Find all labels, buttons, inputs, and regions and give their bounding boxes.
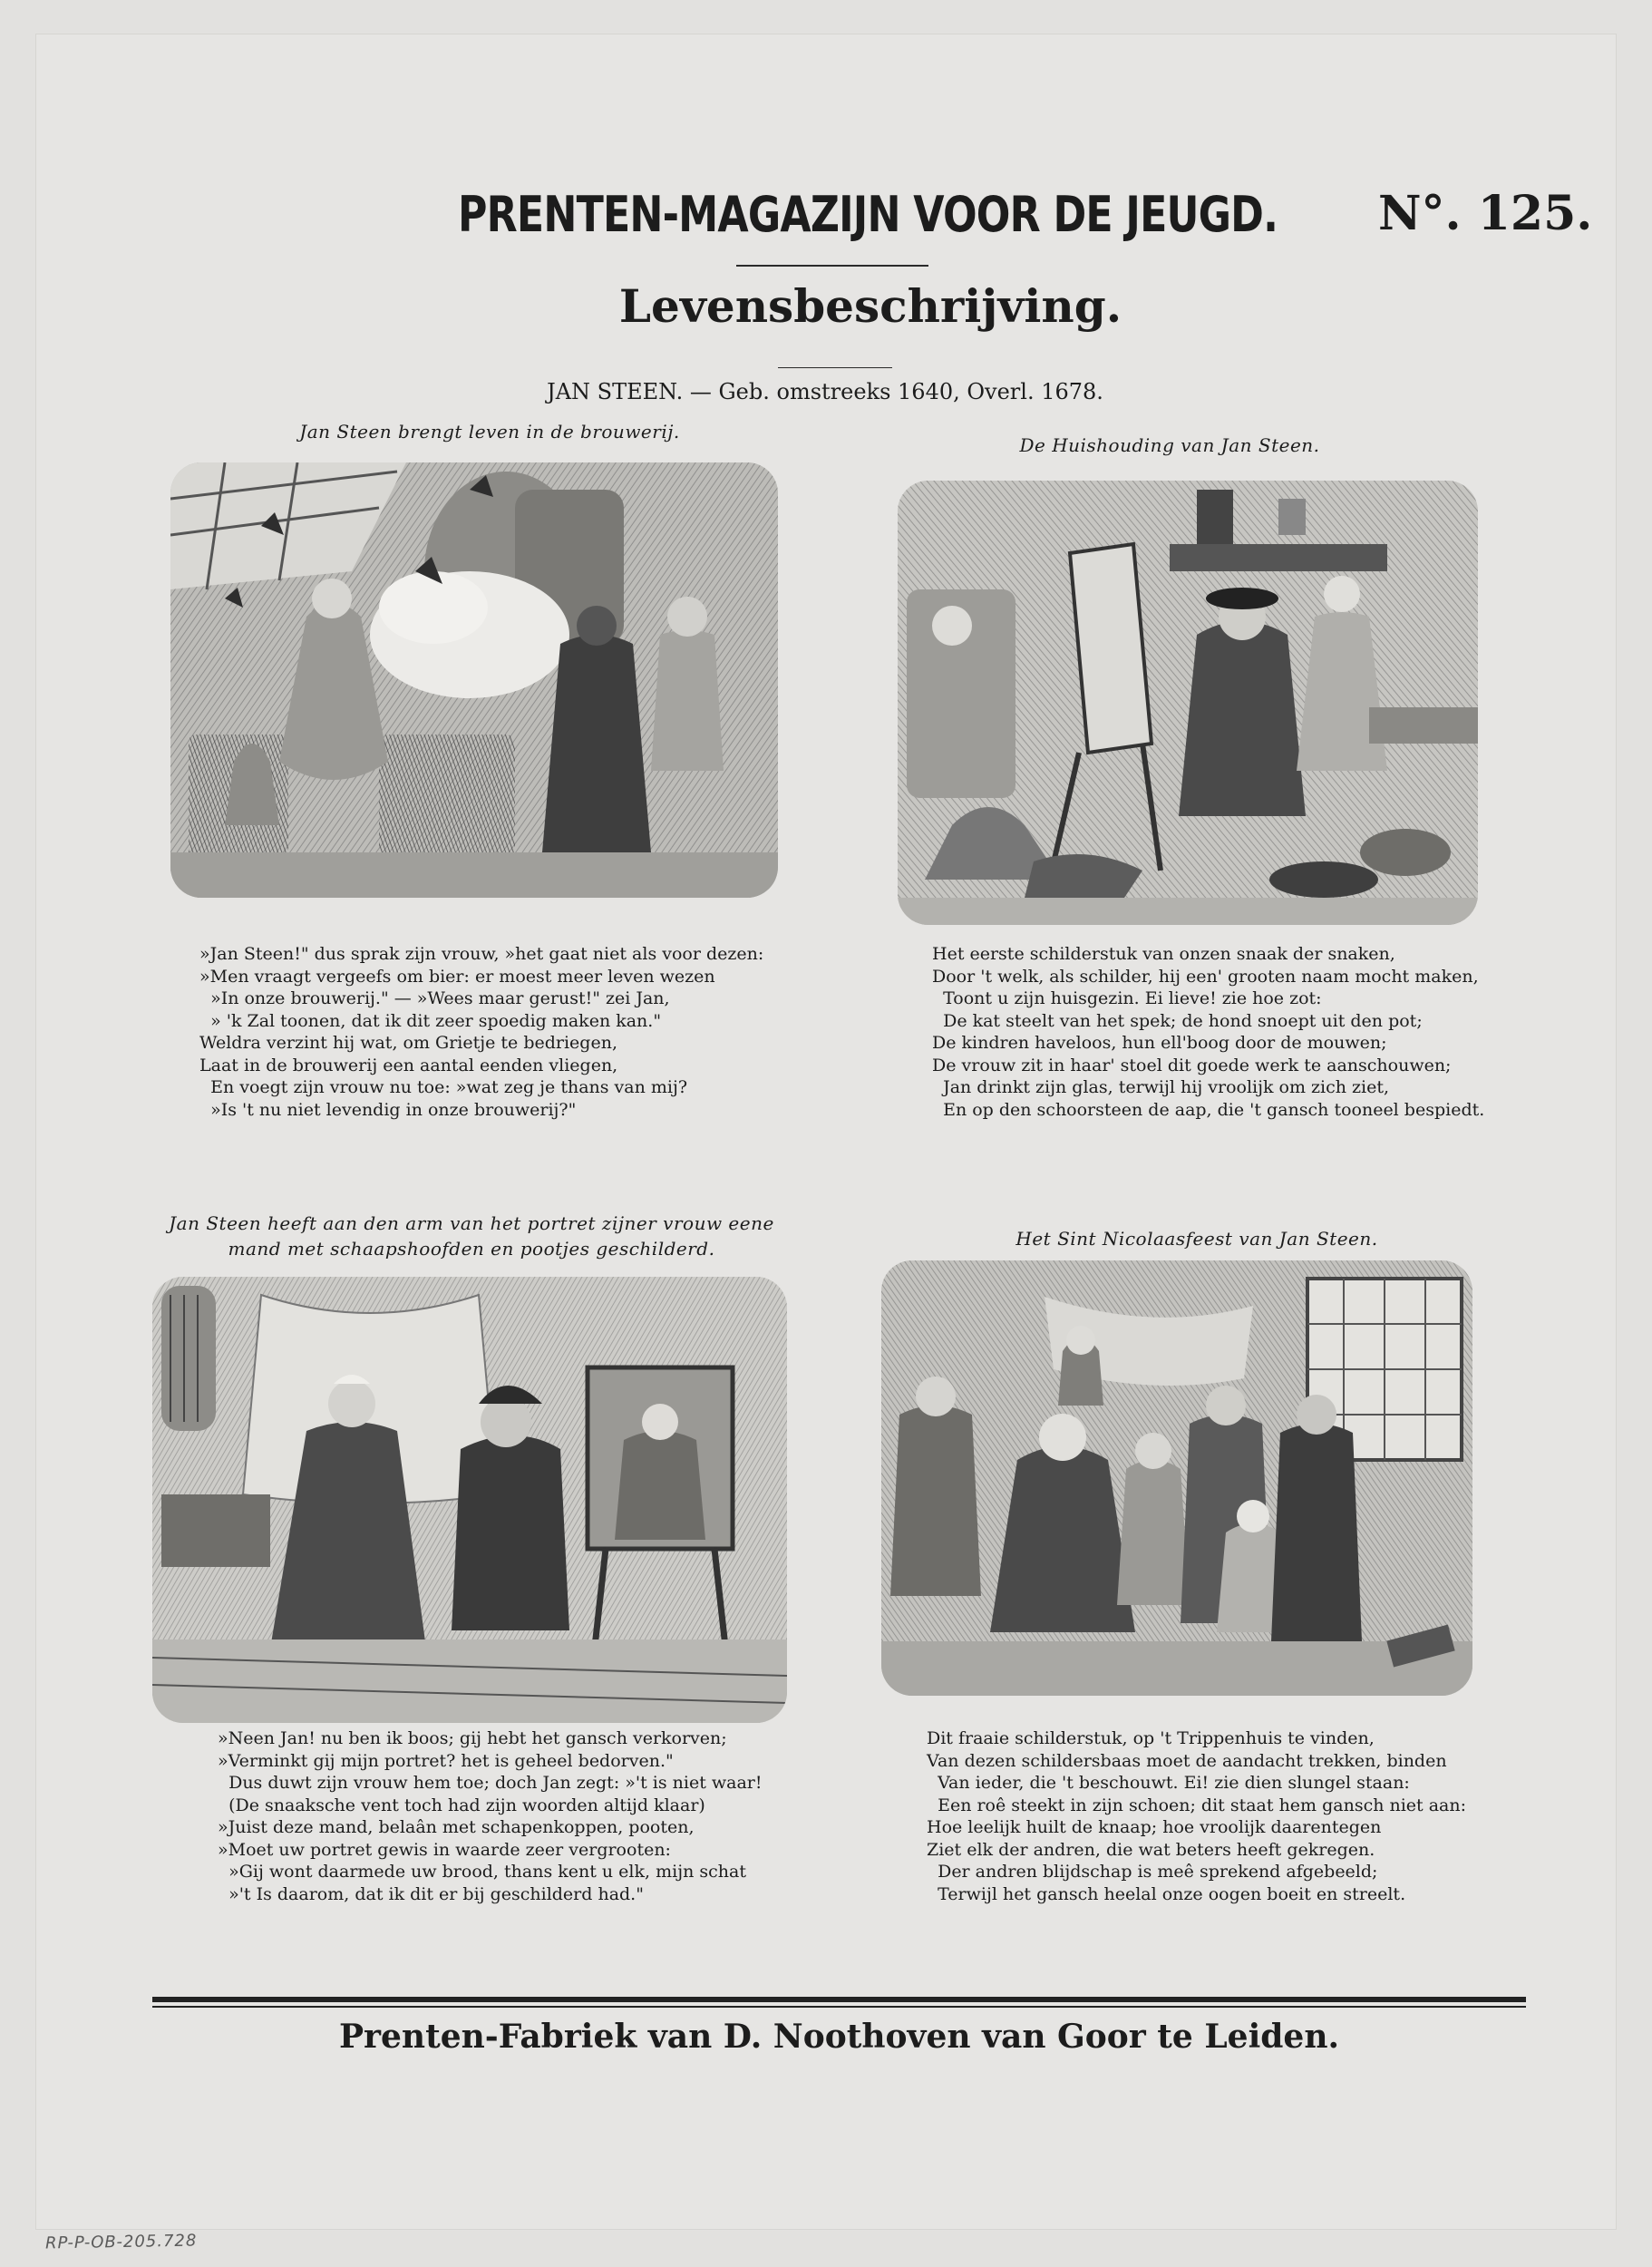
verse-line: Dus duwt zijn vrouw hem toe; doch Jan zegt: »'t is niet waar!: [218, 1773, 763, 1793]
verse-line: »In onze brouwerij." — »Wees maar gerust!" zei Jan,: [199, 988, 670, 1008]
panel-3-illustration: [152, 1277, 787, 1723]
panel-4-caption: Het Sint Nicolaasfeest van Jan Steen.: [1015, 1228, 1378, 1250]
verse-line: »Gij wont daarmede uw brood, thans kent u elk, mijn schat: [218, 1862, 746, 1882]
verse-line: »'t Is daarom, dat ik dit er bij geschilderd had.": [218, 1883, 644, 1904]
masthead-title: PRENTEN-MAGAZIJN VOOR DE JEUGD.: [458, 186, 1278, 243]
panel-2-verse: [932, 943, 1484, 1121]
byline: JAN STEEN. — Geb. omstreeks 1640, Overl. 1678.: [547, 379, 1103, 404]
verse-line: »Is 't nu niet levendig in onze brouwerij?": [199, 1099, 577, 1120]
verse-line: De kindren haveloos, hun ell'boog door de mouwen;: [932, 1033, 1387, 1053]
verse-line: » 'k Zal toonen, dat ik dit zeer spoedig maken kan.": [199, 1010, 662, 1031]
inventory-number: RP-P-OB-205.728: [44, 2231, 198, 2253]
verse-line: Laat in de brouwerij een aantal eenden vliegen,: [199, 1055, 618, 1075]
verse-line: Van dezen schildersbaas moet de aandacht trekken, binden: [927, 1750, 1447, 1771]
verse-line: »Jan Steen!" dus sprak zijn vrouw, »het gaat niet als voor dezen:: [199, 944, 764, 964]
verse-line: Der andren blijdschap is meê sprekend afgebeeld;: [927, 1862, 1378, 1882]
panel-4-illustration: [881, 1260, 1472, 1696]
title-divider: [736, 265, 928, 267]
verse-line: »Verminkt gij mijn portret? het is geheel bedorven.": [218, 1750, 674, 1771]
subtitle-divider: [778, 367, 892, 368]
verse-line: Toont u zijn huisgezin. Ei lieve! zie hoe zot:: [932, 988, 1322, 1008]
footer-rule-thin: [152, 2006, 1526, 2008]
verse-line: En op den schoorsteen de aap, die 't gansch tooneel bespiedt.: [932, 1099, 1485, 1120]
footer-rule-thick: [152, 1997, 1526, 2002]
verse-line: (De snaaksche vent toch had zijn woorden altijd klaar): [218, 1795, 705, 1815]
verse-line: Weldra verzint hij wat, om Grietje te bedriegen,: [199, 1033, 617, 1053]
verse-line: »Moet uw portret gewis in waarde zeer vergrooten:: [218, 1839, 671, 1860]
panel-1-verse: [199, 943, 763, 1121]
verse-line: De vrouw zit in haar' stoel dit goede werk te aanschouwen;: [932, 1055, 1452, 1075]
verse-line: »Juist deze mand, belaân met schapenkoppen, pooten,: [218, 1817, 695, 1837]
verse-line: De kat steelt van het spek; de hond snoept uit den pot;: [932, 1010, 1423, 1031]
publisher-imprint: Prenten-Fabriek van D. Noothoven van Goor te Leiden.: [338, 2018, 1340, 2056]
verse-line: Door 't welk, als schilder, hij een' grooten naam mocht maken,: [932, 966, 1479, 987]
panel-2-illustration: [898, 481, 1478, 925]
verse-line: »Neen Jan! nu ben ik boos; gij hebt het gansch verkorven;: [218, 1728, 727, 1748]
verse-line: Het eerste schilderstuk van onzen snaak der snaken,: [932, 944, 1395, 964]
panel-3-caption: Jan Steen heeft aan den arm van het portret zijner vrouw eene mand met schaapshoofden en pootjes geschilderd.: [169, 1212, 774, 1260]
verse-line: Van ieder, die 't beschouwt. Ei! zie dien slungel staan:: [927, 1773, 1410, 1793]
verse-line: Terwijl het gansch heelal onze oogen boeit en streelt.: [927, 1883, 1406, 1904]
verse-line: Dit fraaie schilderstuk, op 't Trippenhuis te vinden,: [927, 1728, 1375, 1748]
panel-1-caption: Jan Steen brengt leven in de brouwerij.: [299, 421, 680, 443]
verse-line: Een roê steekt in zijn schoen; dit staat hem gansch niet aan:: [927, 1795, 1467, 1815]
panel-3-verse: [218, 1727, 763, 1905]
panel-2-caption: De Huishouding van Jan Steen.: [1019, 434, 1320, 456]
verse-line: Hoe leelijk huilt de knaap; hoe vroolijk daarentegen: [927, 1817, 1382, 1837]
verse-line: »Men vraagt vergeefs om bier: er moest meer leven wezen: [199, 966, 715, 987]
issue-number: N°. 125.: [1378, 186, 1593, 241]
verse-line: Jan drinkt zijn glas, terwijl hij vroolijk om zich ziet,: [932, 1077, 1390, 1097]
verse-line: Ziet elk der andren, die wat beters heeft gekregen.: [927, 1839, 1375, 1860]
verse-line: En voegt zijn vrouw nu toe: »wat zeg je thans van mij?: [199, 1077, 688, 1097]
panel-1-illustration: [170, 462, 778, 898]
panel-4-verse: [927, 1727, 1466, 1905]
subtitle: Levensbeschrijving.: [618, 279, 1122, 333]
